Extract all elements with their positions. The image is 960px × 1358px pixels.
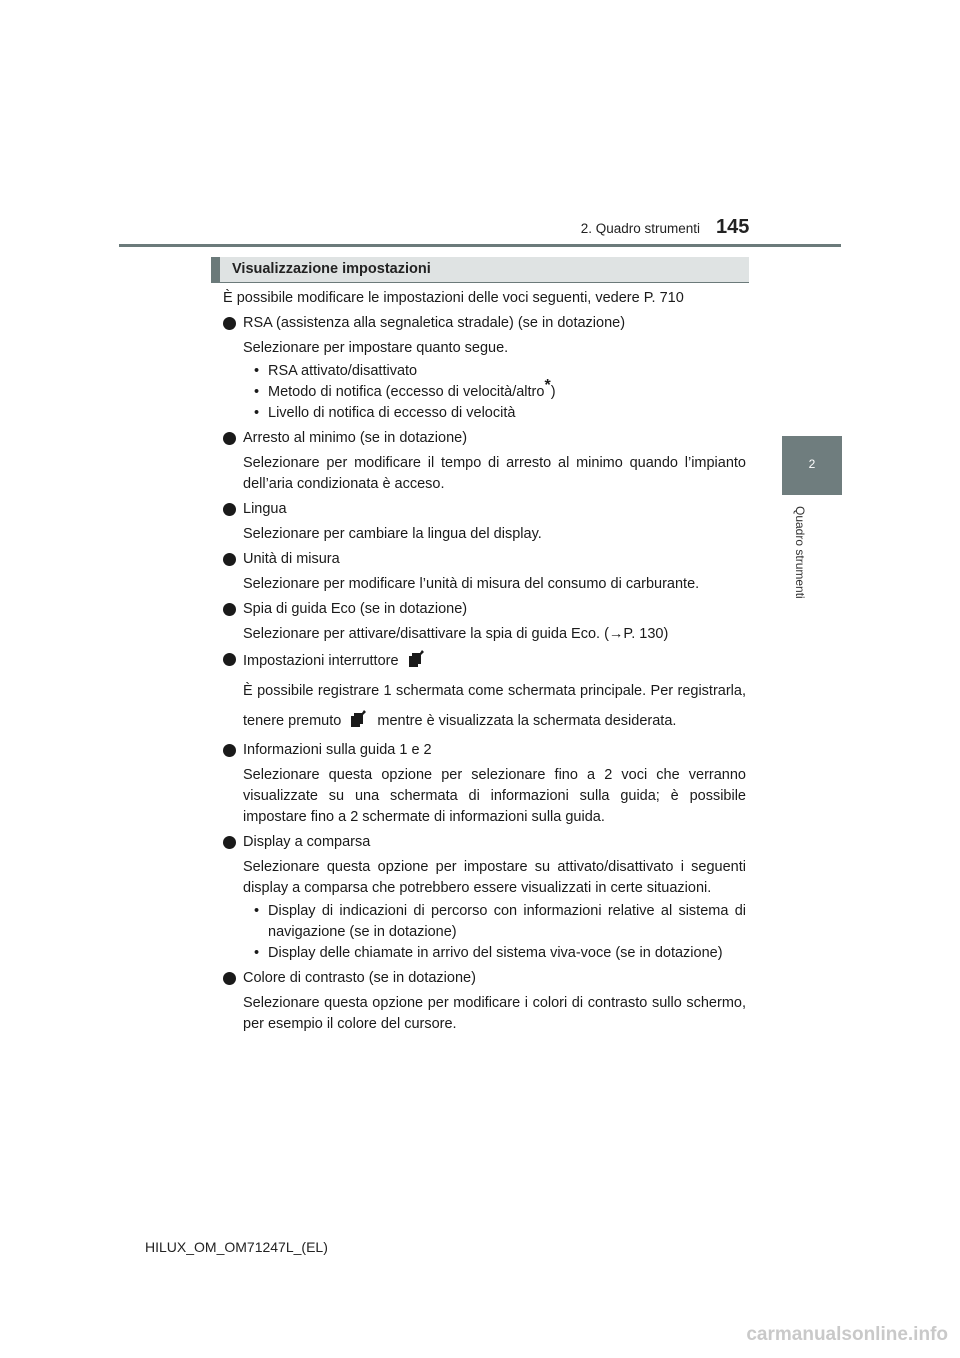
item-text-language: Selezionare per cambiare la lingua del display. — [243, 526, 542, 542]
watermark: carmanualsonline.info — [746, 1324, 948, 1345]
section-heading-rule — [211, 282, 749, 283]
bullet-dot-icon — [223, 972, 236, 985]
manual-code: HILUX_OM_OM71247L_(EL) — [145, 1239, 328, 1255]
intro-text: È possibile modificare le impostazioni delle voci seguenti, vedere P. 710 — [223, 290, 684, 306]
popup-options-list — [254, 901, 746, 964]
item-title-guide: Informazioni sulla guida 1 e 2 — [223, 740, 746, 761]
item-text-units: Selezionare per modificare l’unità di misura del consumo di carburante. — [243, 576, 700, 592]
item-text-popup: Selezionare questa opzione per impostare su attivato/disattivato i seguenti display a comparsa che potrebbero essere visualizzati in certe situazioni. — [243, 859, 746, 896]
list-item: • Metodo di notifica (eccesso di velocità/altro*) — [254, 382, 746, 403]
item-text-switch: È possibile registrare 1 schermata come schermata principale. Per registrarla, tenere premuto mentre è visualizzata la schermata desiderata. — [243, 683, 746, 729]
item-title-rsa: RSA (assistenza alla segnaletica stradale) (se in dotazione) — [223, 313, 746, 334]
bullet-dot-icon — [223, 653, 236, 666]
bullet-dot-icon — [223, 317, 236, 330]
header-divider — [119, 244, 841, 247]
item-text-eco: Selezionare per attivare/disattivare la spia di guida Eco. (→P. 130) — [243, 626, 669, 642]
content-body — [223, 288, 746, 1039]
item-text-guide: Selezionare questa opzione per selezionare fino a 2 voci che verranno visualizzate su una schermata di informazioni sulla guida; è possibile impostare fino a 2 schermate di informazioni sulla guida. — [243, 767, 746, 825]
item-title-units: Unità di misura — [223, 549, 746, 570]
list-item: • Display di indicazioni di percorso con informazioni relative al sistema di navigazione (se in dotazione) — [254, 901, 746, 943]
bullet-dot-icon — [223, 836, 236, 849]
list-item: • RSA attivato/disattivato — [254, 361, 746, 382]
list-item: • Livello di notifica di eccesso di velocità — [254, 403, 746, 424]
item-text-contrast: Selezionare questa opzione per modificare i colori di contrasto sullo schermo, per esempio il colore del cursore. — [243, 995, 746, 1032]
item-title-popup: Display a comparsa — [223, 832, 746, 853]
display-switch-icon — [349, 709, 369, 729]
bullet-dot-icon — [223, 553, 236, 566]
page-number: 145 — [716, 216, 750, 238]
item-title-idle: Arresto al minimo (se in dotazione) — [223, 428, 746, 449]
item-text-idle: Selezionare per modificare il tempo di arresto al minimo quando l’impianto dell’aria condizionata è acceso. — [243, 455, 746, 492]
bullet-dot-icon — [223, 744, 236, 757]
chapter-label: Quadro strumenti — [793, 506, 807, 599]
item-title-language: Lingua — [223, 499, 746, 520]
section-heading — [211, 257, 749, 283]
item-title-switch: Impostazioni interruttore — [223, 649, 746, 672]
item-text-rsa: Selezionare per impostare quanto segue. — [243, 340, 509, 356]
list-item: • Display delle chiamate in arrivo del sistema viva-voce (se in dotazione) — [254, 943, 746, 964]
footnote-star: * — [544, 377, 551, 395]
display-switch-icon — [407, 649, 427, 669]
rsa-options-list — [254, 361, 746, 424]
bullet-dot-icon — [223, 503, 236, 516]
header-section-title: 2. Quadro strumenti — [580, 221, 700, 236]
item-title-eco: Spia di guida Eco (se in dotazione) — [223, 599, 746, 620]
chapter-tab: 2 — [782, 436, 842, 495]
bullet-dot-icon — [223, 603, 236, 616]
bullet-dot-icon — [223, 432, 236, 445]
item-title-contrast: Colore di contrasto (se in dotazione) — [223, 968, 746, 989]
section-heading-text: Visualizzazione impostazioni — [232, 261, 431, 277]
